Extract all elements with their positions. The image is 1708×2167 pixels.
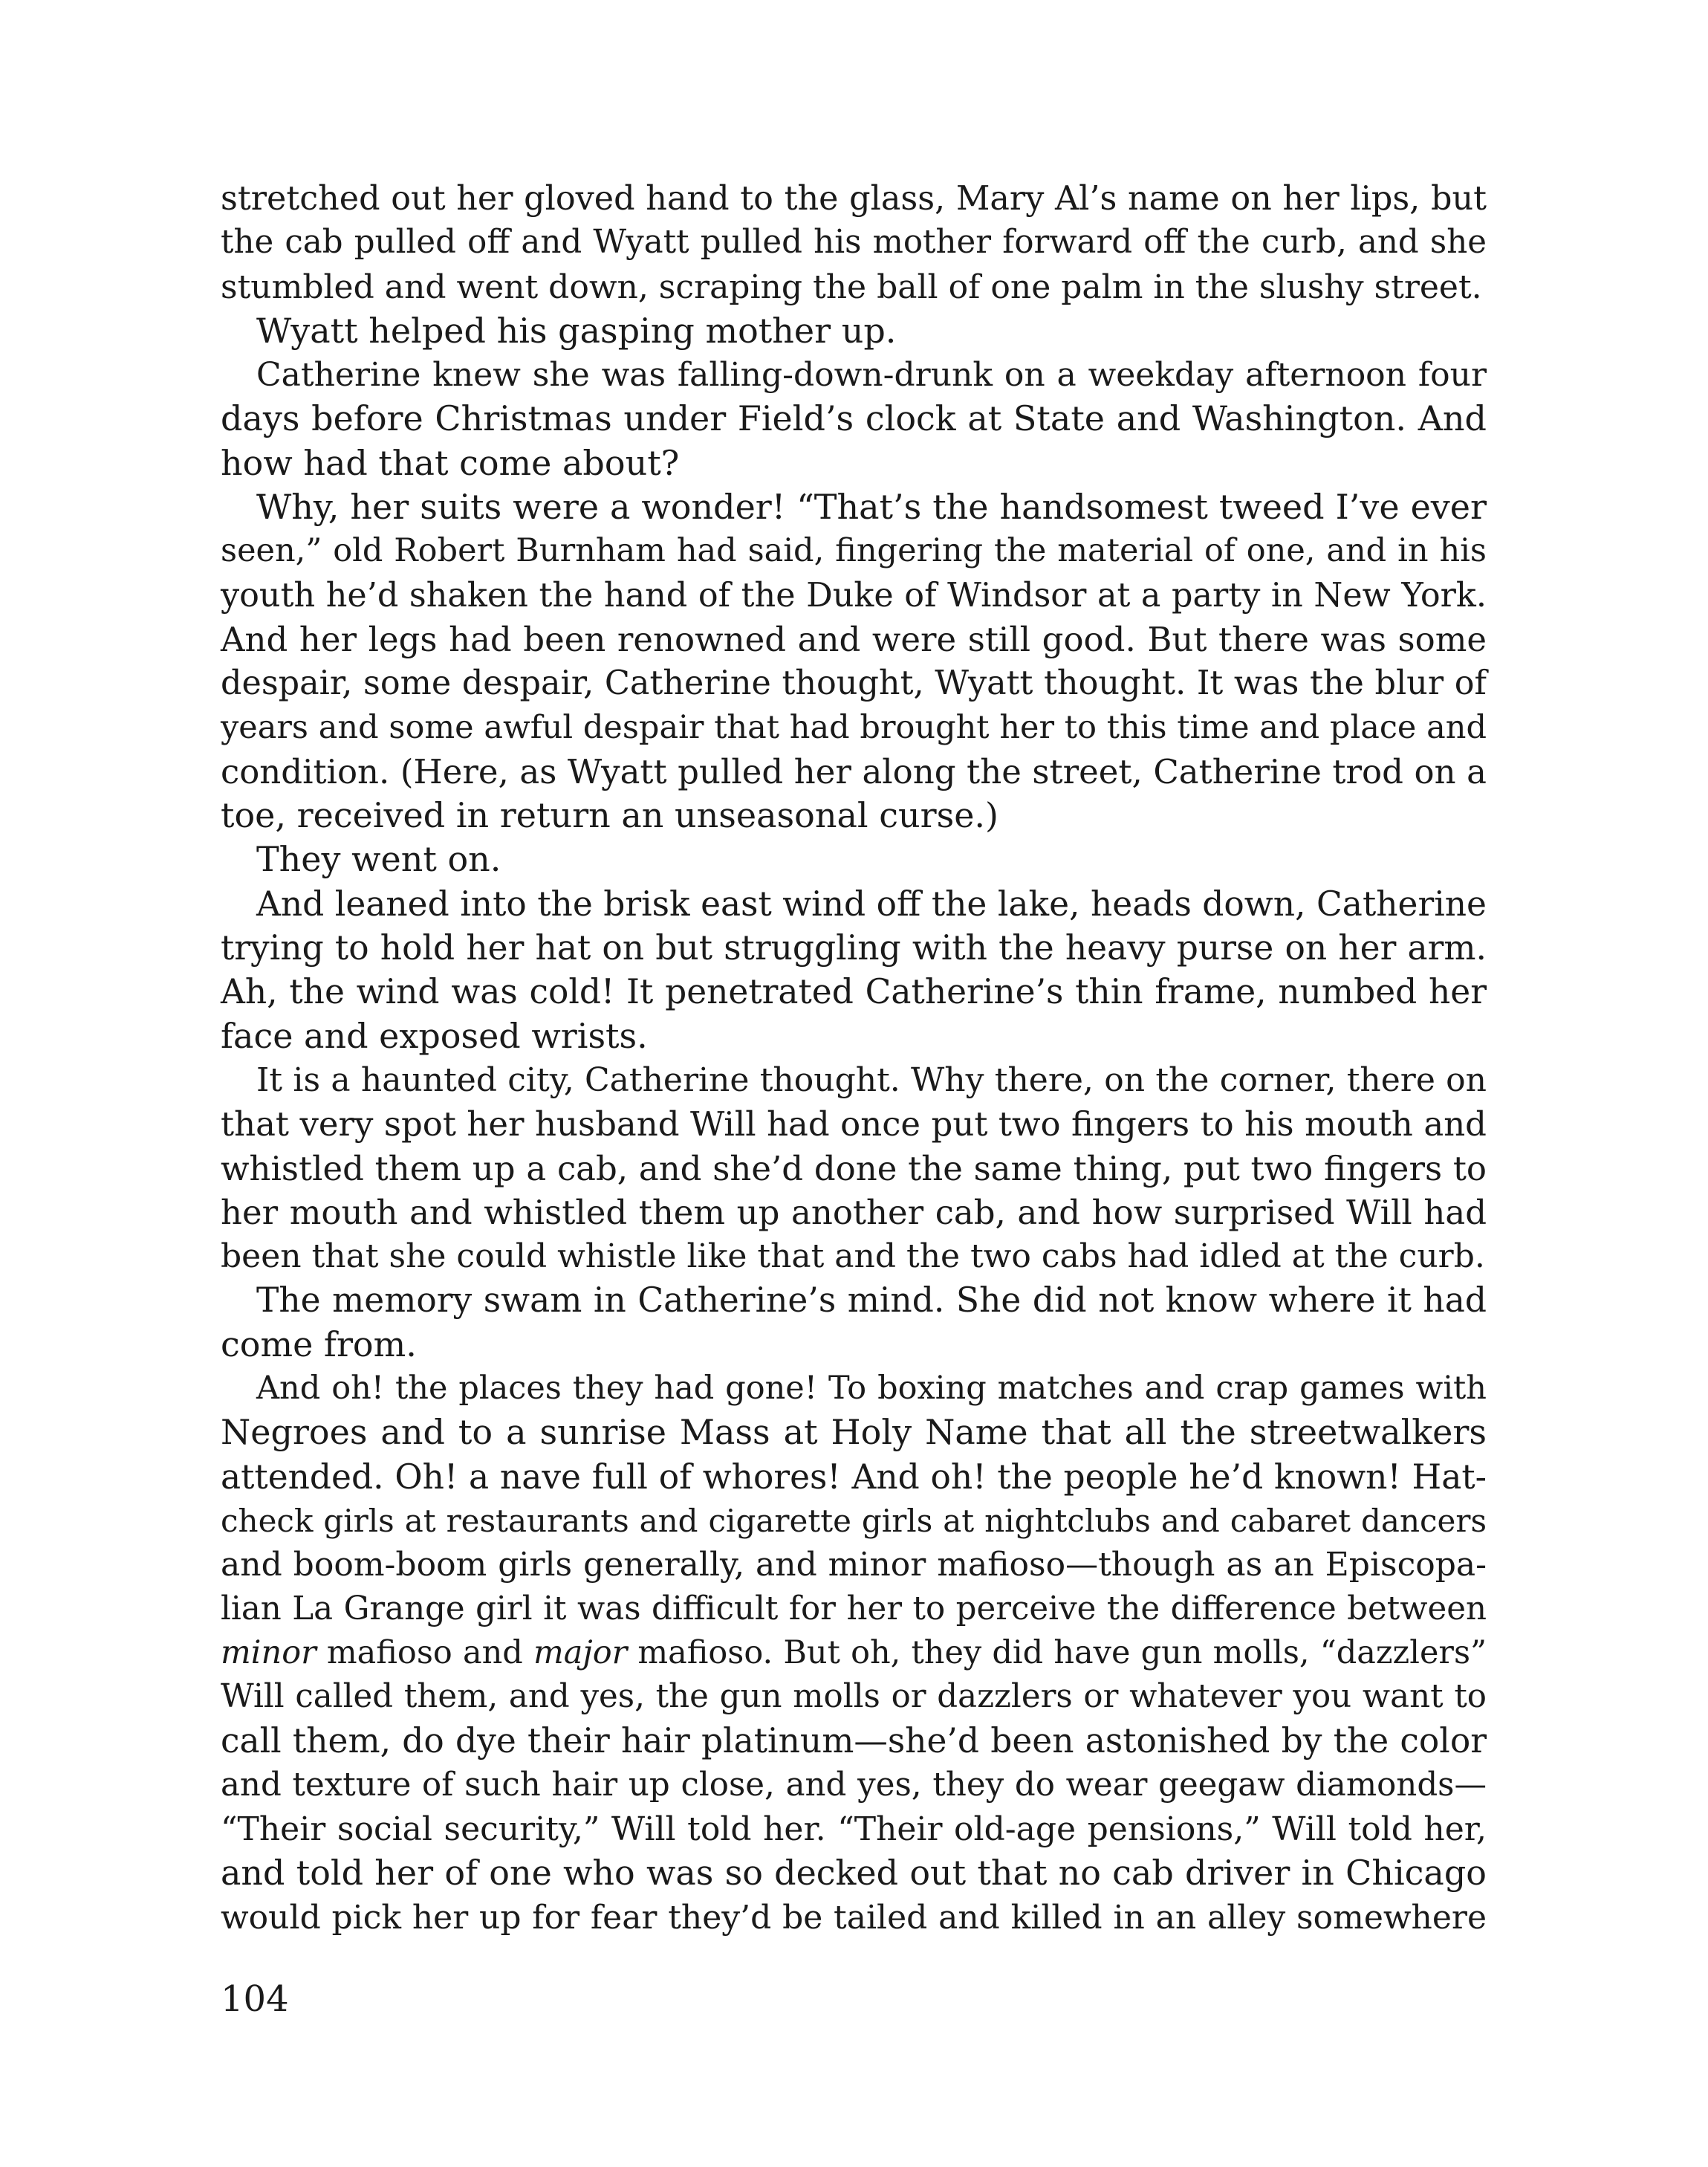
text-line: come from.	[221, 1324, 417, 1364]
text-line: stretched out her gloved hand to the glass, Mary Al’s name on her lips, but	[221, 180, 1487, 218]
text-line: years and some awful despair that had brought her to this time and place and	[221, 708, 1487, 746]
text-line: seen,” old Robert Burnham had said, fingering the material of one, and in his	[221, 532, 1487, 570]
text-line: They went on.	[256, 839, 501, 880]
text-line: face and exposed wrists.	[221, 1015, 648, 1056]
text-line: “Their social security,” Will told her. “Their old-age pensions,” Will told her,	[221, 1810, 1487, 1848]
text-line-italic-mix	[221, 1631, 1487, 1675]
text-line: Ah, the wind was cold! It penetrated Catherine’s thin frame, numbed her	[221, 972, 1487, 1012]
text-line: check girls at restaurants and cigarette girls at nightclubs and cabaret dancers	[221, 1502, 1487, 1539]
text-line: days before Christmas under Field’s clock at State and Washington. And	[221, 398, 1487, 439]
text-line: been that she could whistle like that and the two cabs had idled at the curb.	[221, 1237, 1485, 1276]
text-line: stumbled and went down, scraping the ball of one palm in the slushy street.	[221, 268, 1482, 306]
text-line: that very spot her husband Will had once put two fingers to his mouth and	[221, 1104, 1487, 1144]
text-segment: mafioso and	[316, 1633, 533, 1671]
body-text	[221, 177, 1487, 1940]
text-line: youth he’d shaken the hand of the Duke of Windsor at a party in New York.	[221, 576, 1487, 615]
text-line: and boom-boom girls generally, and minor mafioso—though as an Episcopa-	[221, 1546, 1487, 1584]
text-line: Will called them, and yes, the gun molls or dazzlers or whatever you want to	[221, 1678, 1487, 1716]
text-line: the cab pulled off and Wyatt pulled his mother forward off the curb, and she	[221, 224, 1487, 262]
text-line: And her legs had been renowned and were still good. But there was some	[221, 619, 1487, 659]
text-line: whistled them up a cab, and she’d done the same thing, put two fingers to	[221, 1148, 1487, 1188]
text-line: The memory swam in Catherine’s mind. She did not know where it had	[256, 1280, 1487, 1321]
text-line: her mouth and whistled them up another cab, and how surprised Will had	[221, 1192, 1487, 1232]
text-line: Why, her suits were a wonder! “That’s the handsomest tweed I’ve ever	[256, 487, 1487, 528]
text-line: condition. (Here, as Wyatt pulled her along the street, Catherine trod on a	[221, 751, 1487, 791]
text-line: despair, some despair, Catherine thought, Wyatt thought. It was the blur of	[221, 664, 1487, 703]
text-line: how had that come about?	[221, 442, 680, 483]
text-line: trying to hold her hat on but struggling with the heavy purse on her arm.	[221, 928, 1487, 968]
text-line: and told her of one who was so decked out that no cab driver in Chicago	[221, 1853, 1487, 1894]
page-number: 104	[221, 1978, 289, 2020]
text-line: would pick her up for fear they’d be tailed and killed in an alley somewhere	[221, 1898, 1487, 1937]
text-line: and texture of such hair up close, and yes, they do wear geegaw diamonds—	[221, 1766, 1487, 1804]
text-line: call them, do dye their hair platinum—she’d been astonished by the color	[221, 1721, 1487, 1761]
text-segment: mafioso. But oh, they did have gun molls, “dazzlers”	[627, 1633, 1487, 1671]
text-line: Wyatt helped his gasping mother up.	[256, 310, 897, 351]
text-line: And leaned into the brisk east wind off the lake, heads down, Catherine	[256, 884, 1487, 924]
text-line: lian La Grange girl it was difficult for her to perceive the difference between	[221, 1590, 1487, 1627]
italic-word: minor	[221, 1633, 316, 1671]
italic-word: major	[533, 1633, 628, 1671]
text-line: And oh! the places they had gone! To boxing matches and crap games with	[256, 1370, 1487, 1408]
text-line: toe, received in return an unseasonal curse.)	[221, 795, 999, 836]
text-line: Negroes and to a sunrise Mass at Holy Name that all the streetwalkers	[221, 1412, 1487, 1453]
text-line: It is a haunted city, Catherine thought. Why there, on the corner, there on	[256, 1060, 1487, 1099]
text-line: attended. Oh! a nave full of whores! And oh! the people he’d known! Hat-	[221, 1457, 1487, 1497]
text-line: Catherine knew she was falling-down-drunk on a weekday afternoon four	[256, 356, 1487, 395]
